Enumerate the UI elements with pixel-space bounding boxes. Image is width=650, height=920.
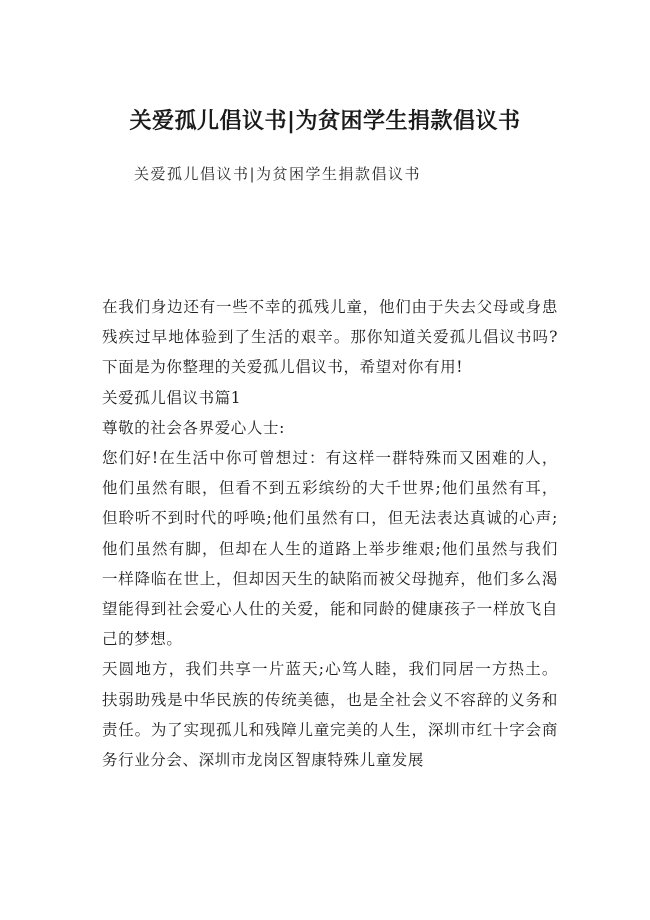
- document-title: 关爱孤儿倡议书|为贫困学生捐款倡议书: [129, 109, 521, 134]
- salutation: 尊敬的社会各界爱心人士:: [102, 418, 285, 437]
- document-body: [102, 292, 558, 775]
- body-paragraph: 天圆地方，我们共享一片蓝天;心笃人睦，我们同居一方热土。扶弱助残是中华民族的传统美德，也是全社会义不容辞的义务和责任。为了实现孤儿和残障儿童完美的人生，深圳市红十字会商务行业分会、深圳市龙岗区智康特殊儿童发展: [102, 660, 558, 770]
- body-paragraph: 您们好!在生活中你可曾想过：有这样一群特殊而又困难的人，他们虽然有眼，但看不到五彩缤纷的大千世界;他们虽然有耳，但聆听不到时代的呼唤;他们虽然有口，但无法表达真诚的心声;他们虽然有脚，但却在人生的道路上举步维艰;他们虽然与我们一样降临在世上，但却因天生的缺陷而被父母抛弃，他们多么渴望能得到社会爱心人仕的关爱，能和同龄的健康孩子一样放飞自己的梦想。: [102, 449, 558, 649]
- intro-paragraph: 在我们身边还有一些不幸的孤残儿童，他们由于失去父母或身患残疾过早地体验到了生活的艰辛。那你知道关爱孤儿倡议书吗?下面是为你整理的关爱孤儿倡议书，希望对你有用!: [102, 298, 558, 377]
- document-subtitle: 关爱孤儿倡议书|为贫困学生捐款倡议书: [134, 165, 422, 183]
- section-heading: 关爱孤儿倡议书篇1: [102, 388, 242, 407]
